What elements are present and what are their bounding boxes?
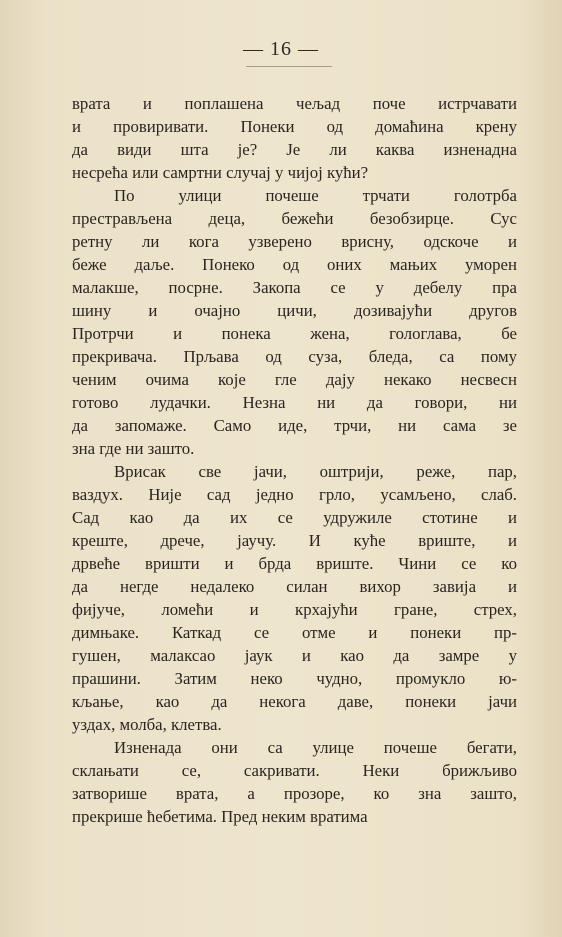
body-text (72, 92, 517, 828)
text-line: Протрчи и понека жена, гологлава, бе (72, 324, 517, 343)
paragraph (72, 460, 517, 736)
text-line: креште, дрече, јаучу. И куће вриште, и (72, 531, 517, 550)
text-line: малакше, посрне. Закопа се у дебелу пра (72, 278, 517, 297)
text-line: прекривача. Прљава од суза, бледа, са пому (72, 347, 517, 366)
page-number: — 16 — (243, 38, 319, 60)
text-line: Сад као да их се удружиле стотине и (72, 508, 517, 527)
text-line: Изненада они са улице почеше бегати, (114, 738, 517, 757)
text-line: беже даље. Понеко од оних мањих уморен (72, 255, 517, 274)
paragraph (72, 92, 517, 184)
text-line: врата и поплашена чељад поче истрчавати (72, 94, 517, 113)
text-line: По улици почеше трчати голотрба (114, 186, 517, 205)
text-line: зна где ни зашто. (72, 439, 195, 458)
text-line: уздах, молба, клетва. (72, 715, 222, 734)
text-line: да запомаже. Само иде, трчи, ни сама зе (72, 416, 517, 435)
text-line: затворише врата, а прозоре, ко зна зашто, (72, 784, 517, 803)
text-line: несрећа или самртни случај у чијој кући? (72, 163, 369, 182)
text-line: фијуче, ломећи и крхајући гране, стрех, (72, 600, 517, 619)
text-line: прекрише ћебетима. Пред неким вратима (72, 807, 368, 826)
header-rule (246, 66, 332, 67)
paragraph (72, 736, 517, 828)
text-line: Врисак све јачи, оштрији, реже, пар, (114, 462, 517, 481)
text-line: престрављена деца, бежећи безобзирце. Сус (72, 209, 517, 228)
text-line: ченим очима које гле дају некако несвесн (72, 370, 517, 389)
text-line: гушен, малаксао јаук и као да замре у (72, 646, 517, 665)
text-line: прашини. Затим неко чудно, промукло ю- (72, 669, 517, 688)
text-line: склањати се, сакривати. Неки брижљиво (72, 761, 517, 780)
text-line: да негде недалеко силан вихор завија и (72, 577, 517, 596)
text-line: да види шта је? Је ли каква изненадна (72, 140, 517, 159)
text-line: и провиривати. Понеки од домаћина крену (72, 117, 517, 136)
text-line: готово лудачки. Незна ни да говори, ни (72, 393, 517, 412)
text-line: димњаке. Каткад се отме и понеки пр- (72, 623, 517, 642)
paragraph (72, 184, 517, 460)
text-line: ваздух. Није сад једно грло, усамљено, слаб. (72, 485, 517, 504)
text-line: кљање, као да некога даве, понеки јачи (72, 692, 517, 711)
text-line: шину и очајно цичи, дозивајући другов (72, 301, 517, 320)
text-line: ретну ли кога узверено врисну, одскоче и (72, 232, 517, 251)
text-line: дрвеће вришти и брда вриште. Чини се ко (72, 554, 517, 573)
